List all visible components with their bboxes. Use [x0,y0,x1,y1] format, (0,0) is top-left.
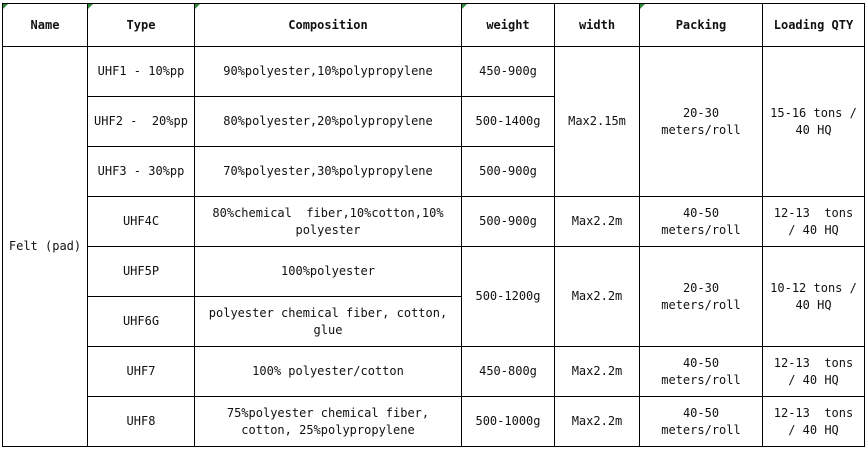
cell-loading-qty: 15-16 tons / 40 HQ [763,47,865,197]
cell-width: Max2.2m [555,347,640,397]
cell-width: Max2.2m [555,197,640,247]
cell-comment-marker [195,4,200,9]
cell-type: UHF2 - 20%pp [88,97,195,147]
table-row [3,247,865,297]
cell-weight: 450-900g [462,47,555,97]
cell-composition: 100% polyester/cotton [195,347,462,397]
cell-composition: polyester chemical fiber, cotton, glue [195,297,462,347]
header-weight-label: weight [486,17,530,32]
cell-comment-marker [3,4,8,9]
cell-width: Max2.2m [555,397,640,447]
cell-type: UHF8 [88,397,195,447]
cell-composition: 90%polyester,10%polypropylene [195,47,462,97]
cell-type: UHF4C [88,197,195,247]
cell-type: UHF3 - 30%pp [88,147,195,197]
cell-composition: 70%polyester,30%polypropylene [195,147,462,197]
cell-type: UHF1 - 10%pp [88,47,195,97]
cell-width: Max2.15m [555,47,640,197]
header-composition [195,4,462,47]
header-packing [640,4,763,47]
cell-type: UHF7 [88,347,195,397]
cell-type: UHF6G [88,297,195,347]
cell-weight: 500-1000g [462,397,555,447]
cell-packing: 40-50 meters/roll [640,347,763,397]
header-packing-label: Packing [675,17,727,32]
cell-packing: 20-30 meters/roll [640,247,763,347]
cell-weight: 450-800g [462,347,555,397]
header-type-label: Type [126,17,156,32]
cell-width: Max2.2m [555,247,640,347]
cell-loading-qty: 12-13 tons / 40 HQ [763,347,865,397]
cell-comment-marker [640,4,645,9]
table-row [3,397,865,447]
header-weight [462,4,555,47]
header-type [88,4,195,47]
cell-packing: 40-50 meters/roll [640,397,763,447]
product-spec-table [2,3,865,447]
cell-weight: 500-1400g [462,97,555,147]
cell-loading-qty: 12-13 tons / 40 HQ [763,197,865,247]
table-row [3,197,865,247]
cell-composition: 80%polyester,20%polypropylene [195,97,462,147]
table-row [3,47,865,97]
cell-weight: 500-1200g [462,247,555,347]
cell-weight: 500-900g [462,197,555,247]
cell-comment-marker [88,4,93,9]
header-width [555,4,640,47]
cell-composition: 80%chemical fiber,10%cotton,10% polyester [195,197,462,247]
header-loading-qty [763,4,865,47]
table-row [3,347,865,397]
cell-composition: 75%polyester chemical fiber, cotton, 25%polypropylene [195,397,462,447]
cell-name: Felt (pad) [3,47,88,447]
cell-packing: 20-30 meters/roll [640,47,763,197]
cell-weight: 500-900g [462,147,555,197]
cell-loading-qty: 10-12 tons / 40 HQ [763,247,865,347]
cell-loading-qty: 12-13 tons / 40 HQ [763,397,865,447]
cell-composition: 100%polyester [195,247,462,297]
header-width-label: width [578,17,616,32]
header-loading-label: Loading QTY [773,17,854,32]
header-name-label: Name [30,17,60,32]
header-composition-label: Composition [288,17,368,32]
header-name [3,4,88,47]
cell-type: UHF5P [88,247,195,297]
cell-comment-marker [462,4,467,9]
header-row [3,4,865,47]
cell-packing: 40-50 meters/roll [640,197,763,247]
